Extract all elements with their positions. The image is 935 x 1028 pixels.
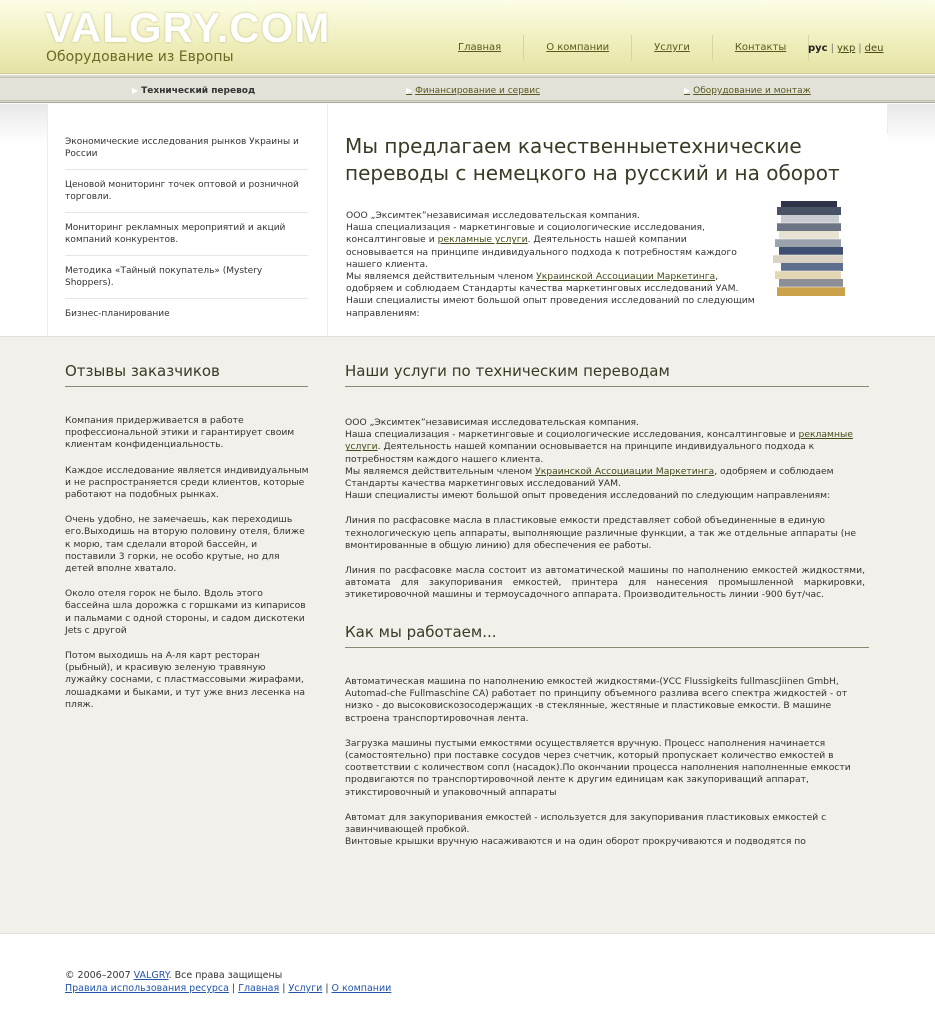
footer-separator: | xyxy=(282,983,286,994)
services-p4: Наши специалисты имеют большой опыт проведения исследований по следующим направлениям: xyxy=(345,490,831,502)
hero-p3 xyxy=(346,271,756,295)
advertising-services-link[interactable]: рекламные услуги xyxy=(345,429,853,453)
subnav-label: Технический перевод xyxy=(141,86,256,96)
side-menu-item[interactable]: Методика «Тайный покупатель» (Mystery Shoppers). xyxy=(65,266,308,299)
subnav-technical-translation[interactable] xyxy=(132,86,255,96)
footer-terms-link[interactable]: Правила использования ресурса xyxy=(65,983,229,994)
side-menu xyxy=(65,137,308,340)
lang-separator: | xyxy=(830,43,834,54)
lang-ukr-link[interactable]: укр xyxy=(836,43,856,54)
copyright xyxy=(65,969,391,982)
side-menu-item[interactable]: Экономические исследования рынков Украины и России xyxy=(65,137,308,170)
nav-contacts-link[interactable]: Контакты xyxy=(713,35,809,61)
services-heading: Наши услуги по техническим переводам xyxy=(345,362,869,387)
reviews-heading: Отзывы заказчиков xyxy=(65,362,308,387)
text-fragment: Мы являемся действительным членом xyxy=(346,271,537,283)
how-we-work-text xyxy=(345,676,869,848)
sub-nav xyxy=(0,74,935,103)
services-p6: Линия по расфасовке масла состоит из автоматической машины по наполнению емкостей жидкостями, автомата для закупоривания емкостей, принтера для нанесения промышленной маркировки, этикетировочной машины и термоусадочного аппарата. Производительность линии -900 бут/час. xyxy=(345,565,865,601)
text-fragment: Наша специализация - маркетинговые и социологические исследования, консалтинговые и xyxy=(346,222,705,246)
site-slogan: Оборудование из Европы xyxy=(46,49,234,65)
hero-text xyxy=(346,210,756,320)
review-item: Компания придерживается в работе профессиональной этики и гарантирует своим клиентам конфиденциальность. xyxy=(65,415,295,451)
footer-valgry-link[interactable]: VALGRY xyxy=(133,970,169,981)
books-stack-image xyxy=(763,199,858,299)
hero-p2 xyxy=(346,222,756,271)
text-fragment: . Деятельность нашей компании основывается на принципе индивидуального подхода к потребностям каждого нашего клиента. xyxy=(345,441,815,465)
subnav-financing-service[interactable] xyxy=(406,86,540,96)
side-menu-item[interactable]: Ценовой мониторинг точек оптовой и розничной торговли. xyxy=(65,180,308,213)
text-fragment: Наша специализация - маркетинговые и социологические исследования, консалтинговые и xyxy=(345,429,799,441)
nav-services-link[interactable]: Услуги xyxy=(632,35,713,61)
footer-home-link[interactable]: Главная xyxy=(238,983,280,994)
hero-p1: ООО „Эксимтек”независимая исследовательская компания. xyxy=(346,210,640,221)
text-fragment: © 2006–2007 xyxy=(65,970,134,981)
subnav-label: Финансирование и сервис xyxy=(415,86,541,96)
footer-about-link[interactable]: О компании xyxy=(331,983,392,994)
marketing-association-link[interactable]: Украинской Ассоциации Маркетинга xyxy=(535,465,715,477)
review-item: Потом выходишь на А-ля карт ресторан (рыбный), и красивую зеленую травяную лужайку соснами, с пластмассовыми жирафами, лошадками и быками, и тут уже вниз лесенка на пляж. xyxy=(65,650,306,710)
how-p2: Загрузка машины пустыми емкостями осуществляется вручную. Процесс наполнения начинается (самостоятельно) при поставке сосудов через счетчик, который пропускает количество емкостей в соответствии с количеством сопл (насадок).По окончании процесса наполнения наполненные емкости продвигаются по транспортировочной ленте к другим единицам как закупориващий аппарат, этикстировочный и упаковочный аппараты xyxy=(345,737,851,798)
footer-links xyxy=(65,982,391,995)
side-menu-item[interactable]: Мониторинг рекламных мероприятий и акций компаний конкурентов. xyxy=(65,223,308,256)
divider xyxy=(327,104,328,336)
nav-home-link[interactable]: Главная xyxy=(436,35,524,61)
arrow-right-icon: ▶ xyxy=(406,86,413,95)
services-p3 xyxy=(345,466,865,490)
text-fragment: , одобряем и соблюдаем Стандарты качества маркетинговых исследований УАМ. xyxy=(346,271,739,295)
advertising-services-link[interactable]: рекламные услуги xyxy=(437,234,528,246)
footer-separator: | xyxy=(231,983,236,994)
how-we-work-heading: Как мы работаем... xyxy=(345,623,869,648)
review-item: Около отеля горок не было. Вдоль этого бассейна шла дорожка с горшками из кипарисов и пальмами с одной стороны, и садом дискотеки Jets с другой xyxy=(65,588,306,636)
text-fragment: , одобряем и соблюдаем Стандарты качества маркетинговых исследований УАМ. xyxy=(345,465,834,490)
text-fragment: Мы являемся действительным членом xyxy=(345,465,536,477)
header xyxy=(0,0,935,74)
decor-shade xyxy=(888,104,935,144)
services-text xyxy=(345,417,865,615)
hero-p4: Наши специалисты имеют большой опыт проведения исследований по следующим направлениям: xyxy=(346,295,755,319)
lang-rus-link[interactable]: рус xyxy=(808,43,828,54)
how-p3: Автомат для закупоривания емкостей - используется для закупоривания пластиковых емкостей с завинчивающей пробкой. xyxy=(345,811,827,836)
arrow-right-icon: ▶ xyxy=(132,86,139,95)
site-logo[interactable]: VALGRY.COM xyxy=(45,4,331,51)
nav-about-link[interactable]: О компании xyxy=(524,35,632,61)
reviews-list xyxy=(65,415,310,724)
divider xyxy=(47,104,48,336)
services-p2 xyxy=(345,429,865,466)
decor-shade xyxy=(0,104,47,144)
lang-separator: | xyxy=(858,43,862,54)
side-menu-item[interactable]: Бизнес-планирование xyxy=(65,309,170,319)
marketing-association-link[interactable]: Украинской Ассоциации Маркетинга xyxy=(536,271,716,283)
hero-title: Мы предлагаем качественныетехнические переводы с немецкого на русский и на оборот xyxy=(345,134,840,185)
footer-services-link[interactable]: Услуги xyxy=(288,983,323,994)
language-switcher xyxy=(808,43,884,54)
services-p5: Линия по расфасовке масла в пластиковые емкости представляет собой объединенные в единую технологическую цепь аппараты, выполняющие различные функции, а так же отдельные аппараты (не вмонтированные в общую линию) для обеспечения ее работы. xyxy=(345,515,856,551)
services-p1: ООО „Эксимтек”независимая исследовательская компания. xyxy=(345,417,639,428)
subnav-label: Оборудование и монтаж xyxy=(693,86,811,96)
footer xyxy=(65,969,391,995)
arrow-right-icon: ▶ xyxy=(684,86,691,95)
how-p4: Винтовые крышки вручную насаживаются и на один оборот прокручиваются и подводятся по xyxy=(345,836,806,848)
text-fragment: . Деятельность нашей компании основывается на принципе индивидуального подхода к потребностям каждого нашего клиента. xyxy=(346,234,737,270)
sub-nav-bar xyxy=(0,77,935,101)
footer-separator: | xyxy=(325,983,329,994)
subnav-equipment-installation[interactable] xyxy=(684,86,811,96)
how-p1: Автоматическая машина по наполнению емкостей жидкостями-(УСС Flussigkeits fullmascJiinen GmbH, Automad-che Fullmaschine CA) работает по принципу объемного разлива всего спектра жидкостей - от низко - до высоковискозосодержащих -в стеклянные, жестяные и пластиковые емкости. В машине встроена транспортировочная лента. xyxy=(345,676,848,724)
review-item: Очень удобно, не замечаешь, как переходишь его.Выходишь на вторую половину отеля, ближе к морю, там сделали второй бассейн, и поставили 3 горки, не особо крутые, но для детей вполне хватало. xyxy=(65,514,305,575)
top-nav xyxy=(436,35,809,61)
lang-deu-link[interactable]: deu xyxy=(864,43,884,54)
review-item: Каждое исследование является индивидуальным и не распространяется среди клиентов, которые работают на подобных рынках. xyxy=(65,464,309,501)
divider xyxy=(887,104,888,134)
text-fragment: . Все права защищены xyxy=(168,970,283,981)
